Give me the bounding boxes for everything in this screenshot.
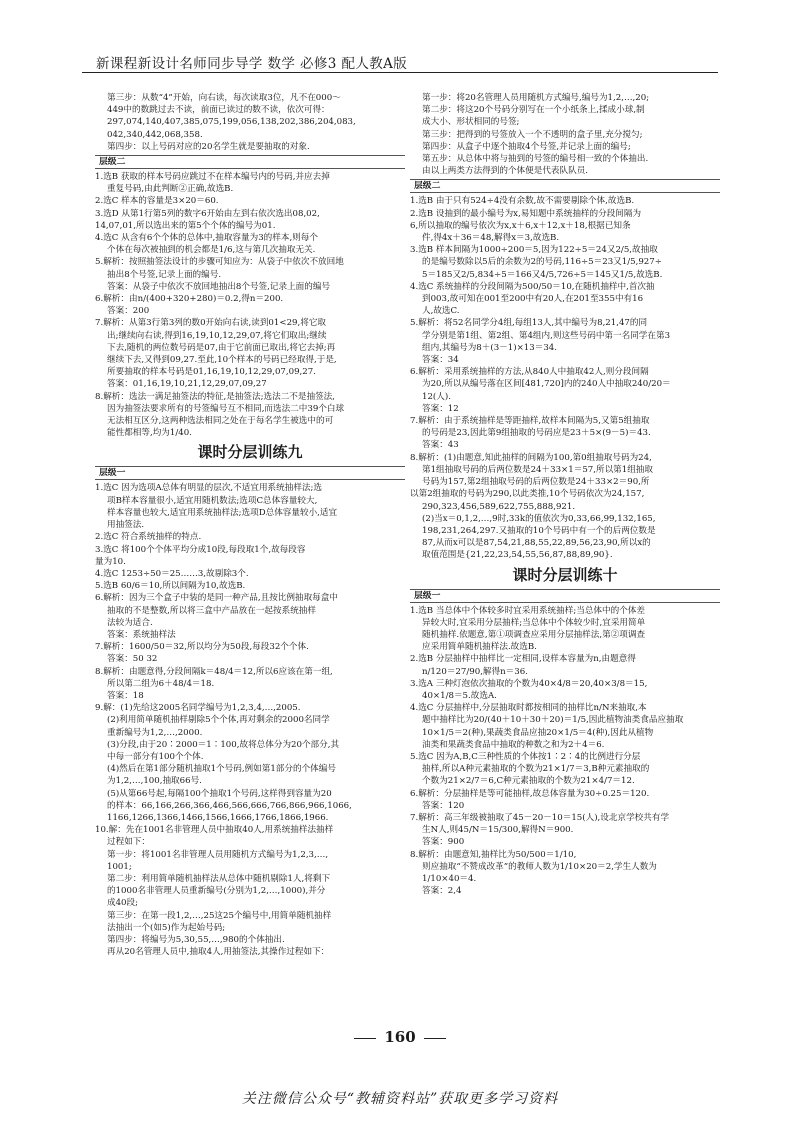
text-line: 答案：43 <box>422 440 459 451</box>
text-line: 所要抽取的样本号码是01,16,19,10,12,29,07,09,27. <box>107 367 316 378</box>
text-line: 重复号码,由此判断②正确,故选B. <box>107 184 234 195</box>
text-line: 8.解析：由题意知,抽样比为50/500＝1/10, <box>410 849 577 860</box>
right-level1-block <box>410 605 720 898</box>
text-line: 油类和果蔬类食品中抽取的种数之和为2＋4＝6. <box>422 739 605 750</box>
text-line: 7.解析：高三年级被抽取了45－20－10＝15(人),设北京学校共有学 <box>410 812 670 823</box>
text-line: 1.选C 因为选项A总体有明显的层次,不适宜用系统抽样法;选 <box>95 483 322 494</box>
left-column <box>95 92 405 958</box>
text-line: 答案：从袋子中依次不放回地抽出8个号签,记录上面的编号 <box>107 281 331 292</box>
text-line: 量为10. <box>95 556 126 567</box>
text-line: (2)当x＝0,1,2,…,9时,33k的值依次为0,33,66,99,132,165, <box>422 513 656 524</box>
text-line: 3.选A 三种灯泡依次抽取的个数为40×4/8＝20,40×3/8＝15, <box>410 678 648 689</box>
text-line: 答案：01,16,19,10,21,12,29,07,09,27 <box>107 379 267 390</box>
level-two-heading-left: 层级二 <box>95 155 405 169</box>
left-level1-block <box>95 482 405 958</box>
text-line: 8.解析：(1)由题意,知此抽样的间隔为100,第0组抽取号码为24, <box>410 452 652 463</box>
text-line: (2)利用简单随机抽样剔除5个个体,再对剩余的2000名同学 <box>107 715 330 726</box>
text-line: 异较大时,宜采用分层抽样;当总体中个体较少时,宜采用简单 <box>422 617 646 628</box>
text-line: 第四步：从盒子中逐个抽取4个号签,并记录上面的编号; <box>422 141 631 152</box>
text-line: 6.解析：分层抽样是等可能抽样,故总体容量为30÷0.25＝120. <box>410 788 650 799</box>
text-line: 组内,其编号为8＋(3－1)×13＝34. <box>422 342 557 353</box>
text-line: n/120＝27/90,解得n＝36. <box>422 666 528 677</box>
text-line: 第二步：利用简单随机抽样法从总体中随机剔除1人,将剩下 <box>107 873 331 884</box>
text-line: 12(人). <box>422 391 451 402</box>
header-title: 新课程新设计名师同步导学 数学 必修3 配人教A版 <box>96 56 408 72</box>
text-line: 能性都相等,均为1/40. <box>107 428 192 439</box>
text-line: 到003,故可知在001至200中有20人,在201至355中有16 <box>422 294 644 305</box>
text-line: 4.选C 分层抽样中,分层抽取时都按相同的抽样比n/N来抽取,本 <box>410 703 647 714</box>
text-line: 因为抽签法要求所有的号签编号互不相同,而选法二中39个白球 <box>107 403 345 414</box>
text-line: 2.选B 分层抽样中抽样比一定相同,设样本容量为n,由题意得 <box>410 654 636 665</box>
text-line: (3)分段,由于20∶2000＝1∶100,故将总体分为20个部分,其 <box>107 739 340 750</box>
text-line: 042,340,442,068,358. <box>107 129 203 140</box>
text-line: 87,从而x可以是87,54,21,88,55,22,89,56,23,90,所以x的 <box>422 538 651 549</box>
section-title-nine: 课时分层训练九 <box>197 443 303 462</box>
text-line: 成40段; <box>107 898 139 909</box>
text-line: 为20,所以从编号落在区间[481,720]内的240人中抽取240/20＝ <box>422 379 671 390</box>
text-line: 6.解析：由n/(400+320+280)＝0.2,得n＝200. <box>95 294 284 305</box>
section-title-ten: 课时分层训练十 <box>512 565 618 584</box>
text-line: 法较为适合. <box>107 617 153 628</box>
level-one-heading-left: 层级一 <box>95 466 405 480</box>
text-line: 项B样本容量很小,适宜用随机数法;选项C总体容量较大, <box>107 495 318 506</box>
text-line: 1/10×40＝4. <box>422 873 477 884</box>
text-line: 7.解析：由于系统抽样是等距抽样,故样本间隔为5,又第5组抽取 <box>410 416 650 427</box>
text-line: 5.解析：将52名同学分4组,每组13人,其中编号为8,21,47的同 <box>410 318 648 329</box>
text-line: 的是编号数除以5后的余数为2的号码,116÷5＝23又1/5,927÷ <box>422 257 662 268</box>
text-line: 答案：34 <box>422 355 459 366</box>
text-line: 449中的数跳过去不读，前面已读过的数不读，依次可得： <box>107 105 330 116</box>
text-line: (5)从第66号起,每隔100个抽取1个号码,这样得到容量为20 <box>107 788 332 799</box>
text-line: 2.选C 样本的容量是3×20＝60. <box>95 196 219 207</box>
text-line: 用抽签法. <box>107 520 145 531</box>
text-line: 5.解析：按照抽签法设计的步骤可知应为：从袋子中依次不放回地 <box>95 257 344 268</box>
text-line: 第一步：将20名管理人员用随机方式编号,编号为1,2,…,20; <box>422 93 650 103</box>
text-line: 2.选C 符合系统抽样的特点. <box>95 532 202 543</box>
text-line: 重新编号为1,2,…,2000. <box>107 727 203 738</box>
text-line: 题中抽样比为20/(40＋10＋30＋20)＝1/5,因此植物油类食品应抽取 <box>422 715 684 726</box>
right-column <box>410 92 720 897</box>
level-one-heading-right: 层级一 <box>410 589 720 603</box>
text-line: 人,故选C. <box>422 306 460 317</box>
text-line: 5.选C 因为A,B,C三种性质的个体按1∶2∶4的比例进行分层 <box>410 751 641 762</box>
text-line: 件,得4x＋36＝48,解得x＝3,故选B. <box>422 233 560 244</box>
text-line: 第二步：将这20个号码分别写在一个小纸条上,揉成小球,制 <box>422 105 645 116</box>
text-line: 答案：200 <box>107 306 150 317</box>
text-line: 无法相互区分,这两种选法相同之处在于每名学生被选中的可 <box>107 416 334 427</box>
text-line: 第五步：从总体中将与抽到的号签的编号相一致的个体抽出. <box>422 154 649 165</box>
text-line: 2.选B 设抽到的最小编号为x,易知题中系统抽样的分段间隔为 <box>410 208 642 219</box>
text-line: 7.解析：从第3行第3列的数0开始向右读,读到01<29,将它取 <box>95 318 327 329</box>
text-line: 号码为157,第2组抽取号码的后两位数是24＋33×2＝90,所 <box>422 477 650 488</box>
text-line: 8.解析：由题意得,分段间隔k＝48/4＝12,所以6应该在第一组, <box>95 666 333 677</box>
text-line: 1001; <box>107 861 132 872</box>
text-line: 297,074,140,407,385,075,199,056,138,202,386,204,083, <box>107 117 356 128</box>
text-line: 中每一部分有100个个体. <box>107 751 204 762</box>
text-line: 学分别是第1组、第2组、第4组内,则这些号码中第一名同学在第3 <box>422 330 671 341</box>
text-line: 继续下去,又得到09,27.至此,10个样本的号码已经取得,于是, <box>107 355 337 366</box>
text-line: 6.解析：采用系统抽样的方法,从840人中抽取42人,则分段间隔 <box>410 367 649 378</box>
text-line: 第三步：在第一段1,2,…,25这25个编号中,用简单随机抽样 <box>107 910 332 921</box>
text-line: 答案：2,4 <box>422 886 462 897</box>
text-line: 第三步：把得到的号签放入一个不透明的盒子里,充分搅匀; <box>422 129 643 140</box>
text-line: 第四步：将编号为5,30,55,…,980的个体抽出. <box>107 935 285 945</box>
text-line: 取值范围是{21,22,23,54,55,56,87,88,89,90}. <box>422 550 613 561</box>
text-line: 的号码是23,因此第9组抽取的号码应是23＋5×(9－5)＝43. <box>422 428 651 439</box>
left-top-block <box>95 92 405 153</box>
text-line: 抽样,所以A种元素抽取的个数为21×1/7＝3,B种元素抽取的 <box>422 764 650 775</box>
text-line: 的1000名非管理人员重新编号(分别为1,2,…,1000),并分 <box>107 886 326 897</box>
text-line: 3.选C 将100个个体平均分成10段,每段取1个,故每段容 <box>95 544 306 555</box>
text-line: 的样本：66,166,266,366,466,566,666,766,866,966,1066, <box>107 800 352 811</box>
text-line: 6.解析：因为三个盒子中装的是同一种产品,且按比例抽取每盒中 <box>95 593 338 604</box>
text-line: 下去,随机的两位数号码是07,由于它前面已取出,将它去掉;再 <box>107 342 336 353</box>
text-line: 样本容量也较大,适宜用系统抽样法;选项D总体容量较小,适宜 <box>107 507 338 518</box>
text-line: 答案：12 <box>422 403 459 414</box>
text-line: 再从20名管理人员中,抽取4人,用抽签法,其操作过程如下： <box>107 947 330 958</box>
text-line: 10.解：先在1001名非管理人员中抽取40人,用系统抽样法抽样 <box>95 825 334 836</box>
text-line: 第四步：以上号码对应的20名学生就是要抽取的对象. <box>107 141 310 152</box>
text-line: 随机抽样.依题意,第①项调查应采用分层抽样法,第②项调查 <box>422 629 646 640</box>
text-line: 5.选B 60/6＝10,所以间隔为10,故选B. <box>95 581 246 592</box>
text-line: 答案：18 <box>107 690 144 701</box>
text-line: 答案：120 <box>422 800 465 811</box>
text-line: 第1组抽取号码的后两位数是24＋33×1＝57,所以第1组抽取 <box>422 464 654 475</box>
text-line: 抽取的不是整数,所以将三盒中产品放在一起按系统抽样 <box>107 605 316 616</box>
text-line: 3.选B 样本间隔为1000÷200＝5,因为122÷5＝24又2/5,故抽取 <box>410 245 658 256</box>
text-line: 14,07,01,所以选出来的第5个个体的编号为01. <box>95 220 276 231</box>
right-top-block <box>410 92 720 177</box>
text-line: 个数为21×2/7＝6,C种元素抽取的个数为21×4/7＝12. <box>422 776 635 787</box>
page-number: 160 <box>0 1028 800 1046</box>
text-line: 为1,2,…,100,抽取66号. <box>107 776 202 787</box>
text-line: 1.选B 当总体中个体较多时宜采用系统抽样;当总体中的个体差 <box>410 605 645 616</box>
text-line: 1.选B 获取的样本号码应跳过不在样本编号内的号码,并应去掉 <box>95 172 330 183</box>
text-line: 个体在每次被抽到的机会都是1/6,这与第几次抽取无关. <box>107 245 316 256</box>
text-line: 第一步：将1001名非管理人员用随机方式编号为1,2,3,…, <box>107 849 329 860</box>
text-line: 过程如下： <box>107 837 150 848</box>
text-line: 答案：系统抽样法 <box>107 629 176 640</box>
text-line: 所以第二组为6＋48/4＝18. <box>107 678 215 689</box>
text-line: 4.选C 从含有6个个体的总体中,抽取容量为3的样本,则每个 <box>95 233 318 244</box>
text-line: 答案：50 32 <box>107 654 158 665</box>
text-line: 9.解：(1)先给这2005名同学编号为1,2,3,4,…,2005. <box>95 703 301 714</box>
text-line: 7.解析：1600/50＝32,所以均分为50段,每段32个个体. <box>95 642 309 653</box>
text-line: 出;继续向右读,得到16,19,10,12,29,07,将它们取出;继续 <box>107 330 327 341</box>
text-line: 4.选C 1253÷50＝25……3,故剔除3个. <box>95 568 249 579</box>
text-line: 抽出8个号签,记录上面的编号. <box>107 269 222 280</box>
text-line: 40×1/8＝5.故选A. <box>422 690 497 701</box>
text-line: 生N人,则45/N＝15/300,解得N＝900. <box>422 825 574 836</box>
text-line: 10×1/5＝2(种),果蔬类食品应抽20×1/5＝4(种),因此从植物 <box>422 727 654 738</box>
text-line: 290,323,456,589,622,755,888,921. <box>422 501 576 512</box>
text-line: 法抽出一个(如5)作为起始号码; <box>107 922 226 933</box>
right-level2-block <box>410 195 720 561</box>
text-line: (4)然后在第1部分随机抽取1个号码,例如第1部分的个体编号 <box>107 764 336 775</box>
text-line: 应采用简单随机抽样法.故选B. <box>422 642 537 653</box>
text-line: 以第2组抽取的号码为290,以此类推,10个号码依次为24,157, <box>410 489 645 500</box>
text-line: 由以上两类方法得到的个体便是代表队队员. <box>422 166 589 177</box>
text-line: 3.选D 从第1行第5列的数字6开始由左到右依次选出08,02, <box>95 208 320 219</box>
text-line: 1.选B 由于只有524÷4没有余数,故不需要剔除个体,故选B. <box>410 196 635 207</box>
left-level2-block <box>95 171 405 439</box>
text-line: 4.选C 系统抽样的分段间隔为500/50＝10,在随机抽样中,首次抽 <box>410 281 655 292</box>
text-line: 成大小、形状相同的号签; <box>422 117 520 128</box>
text-line: 5＝185又2/5,834÷5＝166又4/5,726÷5＝145又1/5,故选B. <box>422 269 663 280</box>
text-line: 8.解析：选法一满足抽签法的特征,是抽签法;选法二不是抽签法, <box>95 391 335 402</box>
page-header <box>82 44 718 73</box>
text-line: 6,所以抽取的编号依次为x,x＋6,x＋12,x＋18,根据已知条 <box>410 220 631 231</box>
level-two-heading-right: 层级二 <box>410 179 720 193</box>
text-line: 第三步：从数“4”开始，向右读，每次读取3位，凡不在000～ <box>107 93 341 103</box>
text-line: 答案：900 <box>422 837 465 848</box>
footer-note: 关注微信公众号“教辅资料站”获取更多学习资料 <box>241 1091 559 1107</box>
text-line: 198,231,264,297.又抽取的10个号码中有一个的后两位数是 <box>422 525 656 536</box>
text-line: 则应抽取“不赞成改革”的教师人数为1/10×20＝2,学生人数为 <box>422 861 657 872</box>
text-line: 1166,1266,1366,1466,1566,1666,1766,1866,1966. <box>107 812 329 823</box>
